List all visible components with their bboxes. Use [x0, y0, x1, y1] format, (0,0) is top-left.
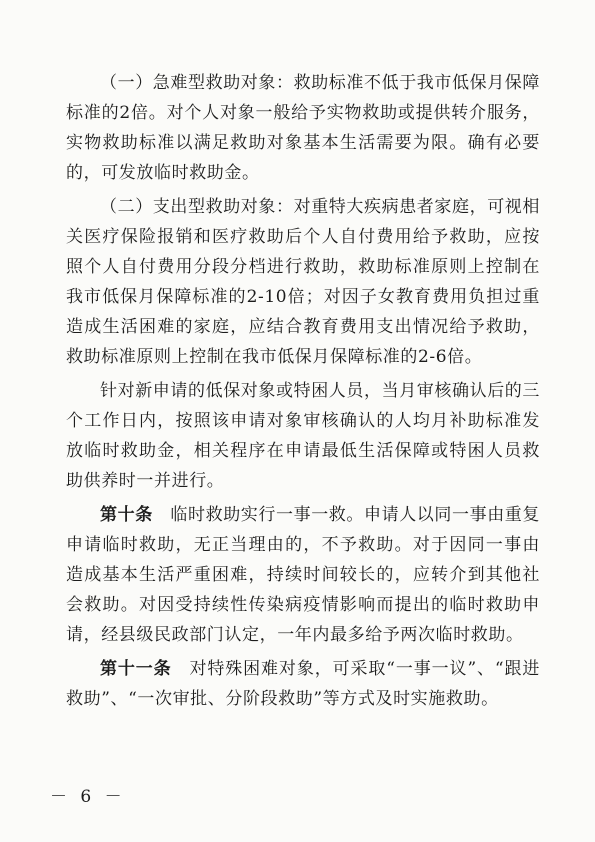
paragraph-text: （二）支出型救助对象：对重特大疾病患者家庭，可视相关医疗保险报销和医疗救助后个人自付费用给予救助，应按照个人自付费用分段分档进行救助，救助标准原则上控制在我市低保月保障标准的2-10倍；对因子女教育费用负担过重造成生活困难的家庭，应结合教育费用支出情况给予救助，救助标准原则上控制在我市低保月保障标准的2-6倍。	[66, 197, 540, 367]
article-10	[66, 500, 540, 650]
paragraph-text: （一）急难型救助对象：救助标准不低于我市低保月保障标准的2倍。对个人对象一般给予实物救助或提供转介服务，实物救助标准以满足救助对象基本生活需要为限。确有必要的，可发放临时救助金。	[66, 73, 540, 183]
article-10-heading: 第十条	[100, 505, 153, 525]
page-number: － 6 －	[50, 787, 126, 807]
paragraph-text: 针对新申请的低保对象或特困人员，当月审核确认后的三个工作日内，按照该申请对象审核确认的人均月补助标准发放临时救助金，相关程序在申请最低生活保障或特困人员救助供养时一并进行。	[66, 381, 540, 491]
article-11-text: 对特殊困难对象，可采取“一事一议”、“跟进救助”、“一次审批、分阶段救助”等方式及时实施救助。	[66, 659, 540, 709]
article-11	[66, 654, 540, 714]
paragraph-emergency-aid	[66, 68, 540, 188]
paragraph-expenditure-aid	[66, 192, 540, 372]
article-11-heading: 第十一条	[100, 659, 172, 679]
paragraph-new-applicants	[66, 376, 540, 496]
article-10-text: 临时救助实行一事一救。申请人以同一事由重复申请临时救助，无正当理由的，不予救助。对于因同一事由造成基本生活严重困难，持续时间较长的，应转介到其他社会救助。对因受持续性传染病疫情影响而提出的临时救助申请，经县级民政部门认定，一年内最多给予两次临时救助。	[66, 505, 541, 645]
document-body	[66, 68, 540, 718]
